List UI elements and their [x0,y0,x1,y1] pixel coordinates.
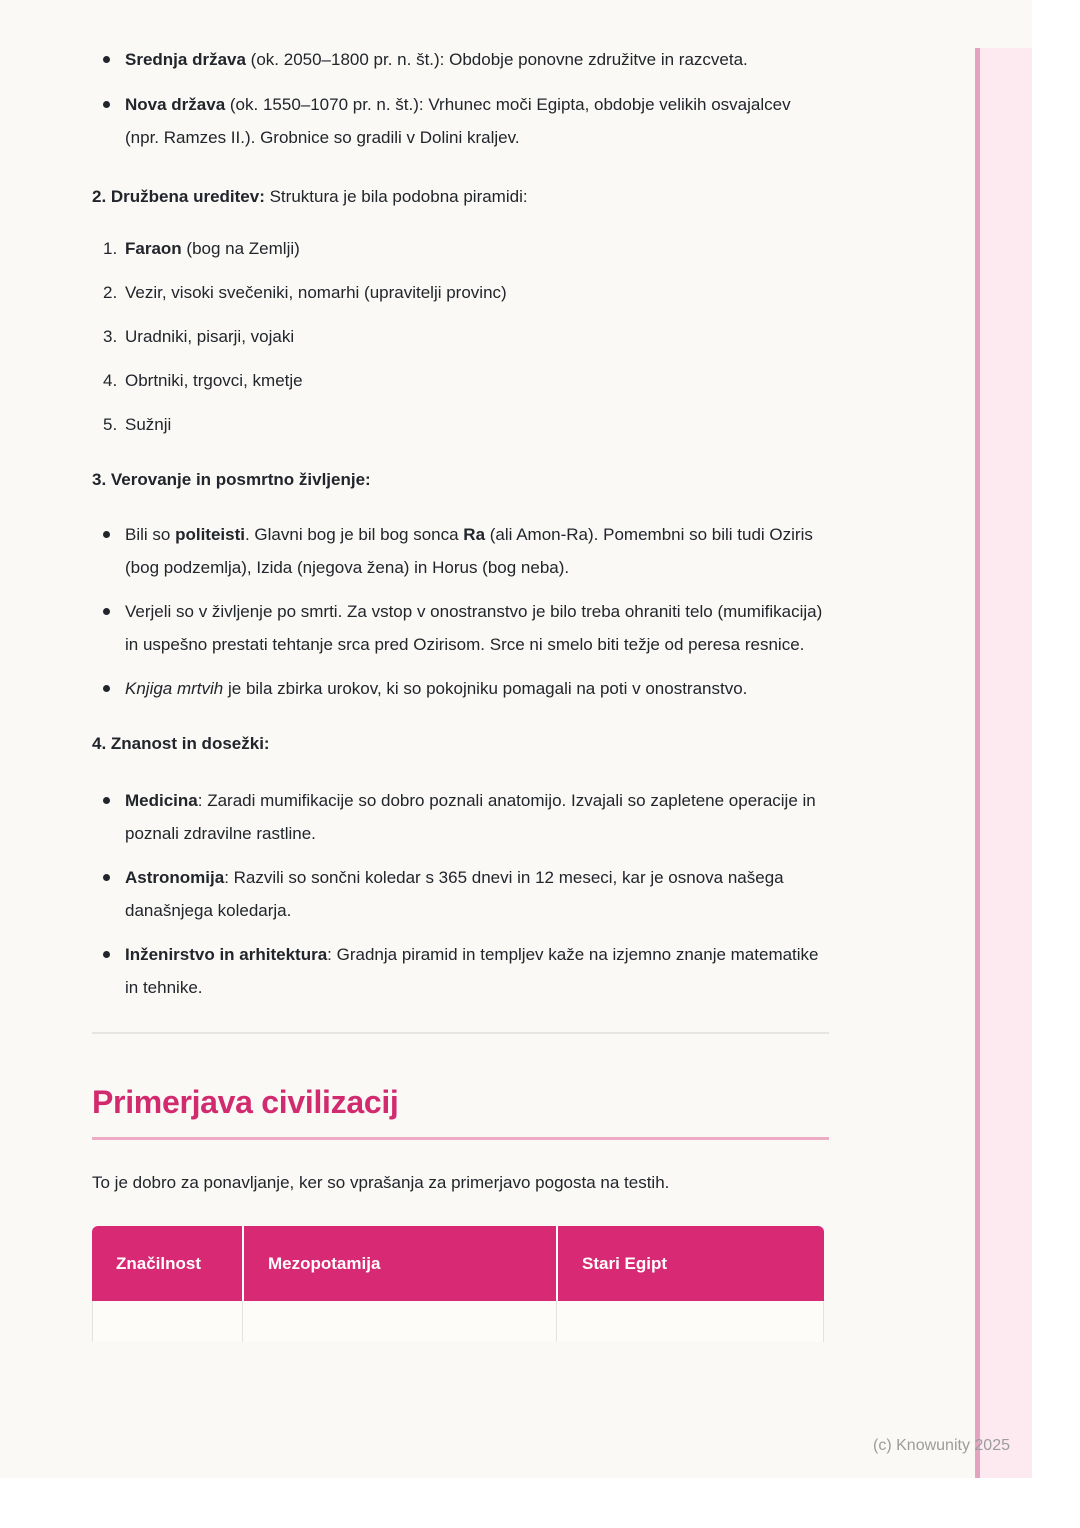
list-number: 3. [103,327,118,346]
bullet-icon [103,608,110,615]
list-item [92,518,829,584]
list-item [92,672,829,705]
list-item-text: Uradniki, pisarji, vojaki [125,327,295,346]
hierarchy-list [92,232,829,441]
list-item-text: Faraon (bog na Zemlji) [125,239,300,258]
list-item-text: Sužnji [125,415,172,434]
list-item-text: Srednja država (ok. 2050–1800 pr. n. št.): Obdobje ponovne združitve in razcveta. [125,50,748,69]
period-list [92,43,829,154]
list-number: 4. [103,371,118,390]
table-cell [556,1301,824,1342]
footer-copyright: (c) Knowunity 2025 [873,1437,1010,1454]
list-item-text: Bili so politeisti. Glavni bog je bil bog sonca Ra (ali Amon-Ra). Pomembni so bili tudi Oziris (bog podzemlja), Izida (njegova žena) in Horus (bog neba). [125,525,813,577]
list-item-text: Nova država (ok. 1550–1070 pr. n. št.): Vrhunec moči Egipta, obdobje velikih osvajalcev (npr. Ramzes II.). Grobnice so gradili v Dolini kraljev. [125,95,791,147]
bullet-icon [103,797,110,804]
table-header-znacilnost: Značilnost [92,1226,242,1301]
comparison-table [92,1226,824,1342]
section-divider [92,1032,829,1034]
list-item-text: Knjiga mrtvih je bila zbirka urokov, ki so pokojniku pomagali na poti v onostranstvo. [125,679,748,698]
bullet-icon [103,874,110,881]
list-item-text: Medicina: Zaradi mumifikacije so dobro poznali anatomijo. Izvajali so zapletene operacije in poznali zdravilne rastline. [125,791,816,843]
section-heading-verovanje: 3. Verovanje in posmrtno življenje: [92,470,371,489]
list-item [92,43,829,76]
list-item [92,320,829,353]
table-cell [242,1301,556,1342]
section-heading-druzbena-ureditev: 2. Družbena ureditev: Struktura je bila podobna piramidi: [92,187,528,206]
title-underline [92,1137,829,1140]
science-list [92,784,829,1004]
table-header-mezopotamija: Mezopotamija [242,1226,556,1301]
bullet-icon [103,685,110,692]
table-header-row [92,1226,824,1301]
list-item [92,595,829,661]
list-number: 2. [103,283,118,302]
table-cell [92,1301,242,1342]
beliefs-list [92,518,829,705]
list-item-text: Vezir, visoki svečeniki, nomarhi (upravitelji provinc) [125,283,507,302]
list-item [92,408,829,441]
list-item [92,232,829,265]
list-item [92,784,829,850]
bullet-icon [103,56,110,63]
table-header-stari-egipt: Stari Egipt [556,1226,824,1301]
right-accent-stripe [975,48,1032,1478]
bullet-icon [103,101,110,108]
list-item [92,861,829,927]
list-item-text: Verjeli so v življenje po smrti. Za vstop v onostranstvo je bilo treba ohraniti telo (mumifikacija) in uspešno prestati tehtanje srca pred Ozirisom. Srce ni smelo biti težje od peresa resnice. [125,602,823,654]
document-content [92,0,829,1342]
list-item [92,276,829,309]
list-item-text: Astronomija: Razvili so sončni koledar s 365 dnevi in 12 meseci, kar je osnova našega današnjega koledarja. [125,868,784,920]
list-number: 1. [103,239,118,258]
list-item [92,938,829,1004]
list-item-text: Obrtniki, trgovci, kmetje [125,371,303,390]
bullet-icon [103,531,110,538]
comparison-intro: To je dobro za ponavljanje, ker so vprašanja za primerjavo pogosta na testih. [92,1173,670,1192]
section-heading-znanost: 4. Znanost in dosežki: [92,734,270,753]
bullet-icon [103,951,110,958]
comparison-title: Primerjava civilizacij [92,1084,399,1120]
list-item-text: Inženirstvo in arhitektura: Gradnja piramid in templjev kaže na izjemno znanje matematike in tehnike. [125,945,819,997]
table-row [92,1301,824,1342]
list-item [92,88,829,154]
list-number: 5. [103,415,118,434]
list-item [92,364,829,397]
